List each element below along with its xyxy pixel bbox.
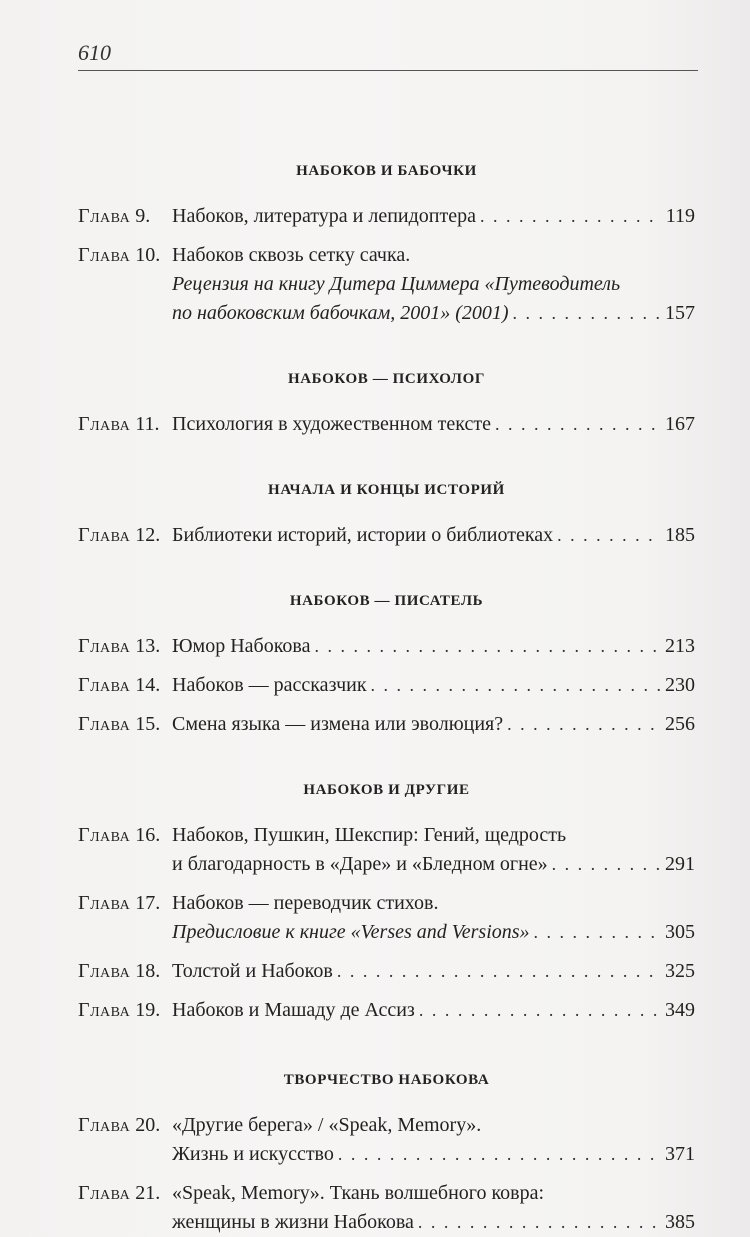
page-ref[interactable]: 213: [665, 635, 695, 657]
page-ref[interactable]: 291: [665, 853, 695, 875]
toc-section: [78, 479, 695, 550]
chapter-label: Глава 21.: [78, 1182, 161, 1204]
section-title: НАБОКОВ И БАБОЧКИ: [296, 163, 477, 179]
chapter-label: Глава 18.: [78, 960, 161, 982]
header-rule: [78, 70, 698, 71]
chapter-label: Глава 19.: [78, 999, 161, 1021]
section-title: НАБОКОВ И ДРУГИЕ: [303, 782, 470, 798]
entry-title-text: Набоков и Машаду де Ассиз: [172, 999, 415, 1021]
page-ref[interactable]: 385: [665, 1211, 695, 1233]
entry-title-text: Библиотеки историй, истории о библиотеках: [172, 524, 554, 546]
table-of-contents: [78, 120, 695, 1237]
dot-leader: [480, 202, 662, 231]
chapter-label: Глава 15.: [78, 713, 161, 735]
dot-leader: [338, 1140, 661, 1169]
entry-line: [172, 299, 695, 328]
page-number: 610: [78, 40, 111, 65]
entry-title-text: «Speak, Memory». Ткань волшебного ковра:: [172, 1182, 545, 1204]
toc-section: [78, 590, 695, 739]
entry-title-text: Юмор Набокова: [172, 635, 311, 657]
entry-title-text: Набоков — рассказчик: [172, 674, 367, 696]
entry-line: [172, 918, 695, 947]
toc-entry[interactable]: [78, 241, 695, 328]
toc-entry[interactable]: [78, 710, 695, 739]
chapter-label: Глава 13.: [78, 635, 161, 657]
toc-entry[interactable]: [78, 632, 695, 661]
dot-leader: [552, 850, 661, 879]
entry-line: [172, 957, 695, 986]
dot-leader: [534, 918, 661, 947]
dot-leader: [314, 632, 661, 661]
chapter-label: Глава 12.: [78, 524, 161, 546]
entry-line: [172, 632, 695, 661]
entry-line: [172, 1140, 695, 1169]
page-ref[interactable]: 230: [665, 674, 695, 696]
section-title: ТВОРЧЕСТВО НАБОКОВА: [283, 1072, 490, 1088]
entry-title-text: Жизнь и искусство: [172, 1143, 334, 1165]
page-ref[interactable]: 157: [665, 302, 695, 324]
section-title: НАБОКОВ — ПИСАТЕЛЬ: [289, 593, 484, 609]
entry-line: [172, 821, 695, 850]
page-ref[interactable]: 349: [665, 999, 695, 1021]
entry-title-text: Набоков, Пушкин, Шекспир: Гений, щедрость: [172, 824, 567, 846]
toc-entry[interactable]: [78, 957, 695, 986]
toc-entry[interactable]: [78, 996, 695, 1025]
entry-title-text: Психология в художественном тексте: [172, 413, 491, 435]
entry-line: [172, 410, 695, 439]
toc-section: [78, 368, 695, 439]
page-ref[interactable]: 256: [665, 713, 695, 735]
entry-line: [172, 1111, 695, 1140]
chapter-label: Глава 14.: [78, 674, 161, 696]
entry-line: [172, 241, 695, 270]
entry-title-text: Набоков — переводчик стихов.: [172, 892, 439, 914]
toc-entry[interactable]: [78, 1111, 695, 1169]
toc-section: [78, 779, 695, 1025]
entry-line: [172, 270, 695, 299]
dot-leader: [371, 671, 661, 700]
entry-line: [172, 671, 695, 700]
dot-leader: [513, 299, 661, 328]
toc-entry[interactable]: [78, 889, 695, 947]
toc-entry[interactable]: [78, 671, 695, 700]
entry-line: [172, 1208, 695, 1237]
entry-line: [172, 889, 695, 918]
entry-title-text: Набоков сквозь сетку сачка.: [172, 244, 411, 266]
entry-title-text: Набоков, литература и лепидоптера: [172, 205, 476, 227]
entry-title-text: по набоковским бабочкам, 2001» (2001): [172, 302, 509, 324]
entry-line: [172, 202, 695, 231]
chapter-label: Глава 9.: [78, 205, 151, 227]
chapter-label: Глава 17.: [78, 892, 161, 914]
section-title: НАЧАЛА И КОНЦЫ ИСТОРИЙ: [268, 482, 505, 498]
toc-entry[interactable]: [78, 202, 695, 231]
page-ref[interactable]: 167: [665, 413, 695, 435]
entry-title-text: Рецензия на книгу Дитера Циммера «Путеводитель: [172, 273, 621, 295]
chapter-label: Глава 10.: [78, 244, 161, 266]
section-title: НАБОКОВ — ПСИХОЛОГ: [287, 371, 485, 387]
dot-leader: [495, 410, 661, 439]
toc-entry[interactable]: [78, 410, 695, 439]
toc-section: [78, 1069, 695, 1237]
entry-title-text: Толстой и Набоков: [172, 960, 333, 982]
chapter-label: Глава 16.: [78, 824, 161, 846]
toc-entry[interactable]: [78, 821, 695, 879]
dot-leader: [337, 957, 661, 986]
page-ref[interactable]: 119: [665, 205, 695, 227]
dot-leader: [507, 710, 661, 739]
toc-entry[interactable]: [78, 521, 695, 550]
entry-title-text: женщины в жизни Набокова: [172, 1211, 414, 1233]
chapter-label: Глава 20.: [78, 1114, 161, 1136]
entry-line: [172, 710, 695, 739]
dot-leader: [418, 1208, 661, 1237]
page-ref[interactable]: 371: [665, 1143, 695, 1165]
entry-title-text: и благодарность в «Даре» и «Бледном огне»: [172, 853, 548, 875]
dot-leader: [419, 996, 661, 1025]
entry-line: [172, 996, 695, 1025]
toc-entry[interactable]: [78, 1179, 695, 1237]
chapter-label: Глава 11.: [78, 413, 160, 435]
entry-title-text: «Другие берега» / «Speak, Memory».: [172, 1114, 482, 1136]
page-ref[interactable]: 305: [665, 921, 695, 943]
entry-line: [172, 850, 695, 879]
dot-leader: [557, 521, 661, 550]
entry-title-text: Предисловие к книге «Verses and Versions»: [172, 921, 530, 943]
toc-section: [78, 160, 695, 328]
page-ref[interactable]: 185: [665, 524, 695, 546]
entry-title-text: Смена языка — измена или эволюция?: [172, 713, 504, 735]
entry-line: [172, 521, 695, 550]
page-ref[interactable]: 325: [665, 960, 695, 982]
